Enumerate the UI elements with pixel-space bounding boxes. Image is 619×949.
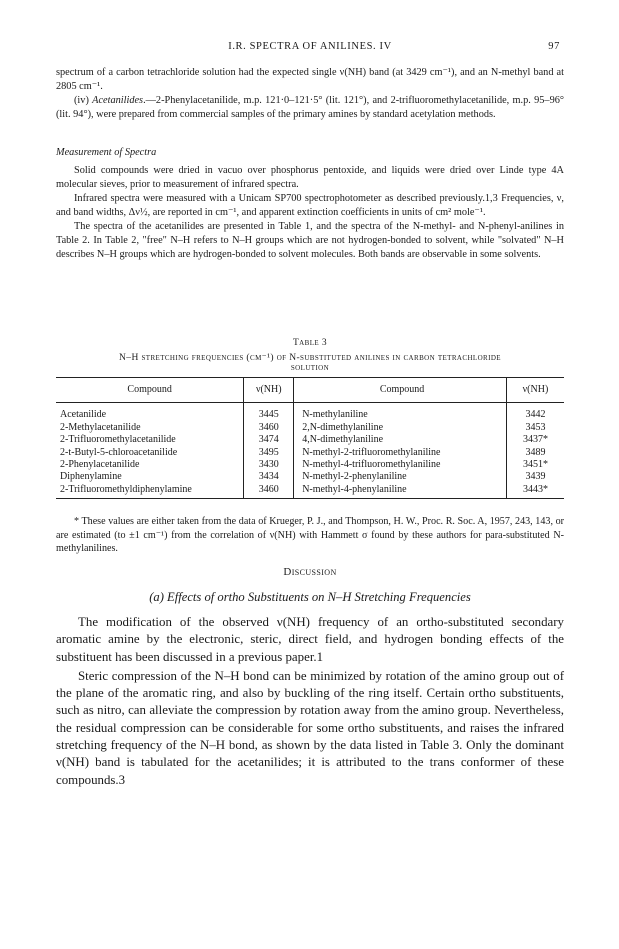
header-nh-2: ν(NH) [506, 378, 564, 403]
discussion-paragraph-1: The modification of the observed ν(NH) frequency of an ortho-substituted secondary aromatic amine by the electronic, steric, direct field, and hydrogen bonding effects of the substituent has been discussed in a previous paper.1 [56, 615, 564, 664]
discussion-body [56, 614, 564, 789]
table-label: Table 3 [292, 338, 327, 348]
table-cell: 3460 [244, 422, 294, 434]
table-cell: 3430 [244, 459, 294, 471]
measurement-paragraph-1: Solid compounds were dried in vacuo over phosphorus pentoxide, and liquids were dried over Linde type 4A molecular sieves, prior to measurement of infrared spectra. [56, 165, 564, 190]
table-cell: 4,N-dimethylaniline [302, 434, 384, 446]
intro-p2-text: .—2-Phenylacetanilide, m.p. 121·0–121·5° (lit. 121°), and 2-trifluoromethylacetanilide, m.p. 95–96° (lit. 94°), were prepared from commercial samples of the primary amines by standard acetylation methods. [56, 95, 564, 120]
table-cell: 3474 [244, 434, 294, 446]
table-cell: 2-Trifluoromethyldiphenylamine [56, 484, 244, 499]
table-cell: 3439 [506, 471, 564, 483]
data-table [56, 377, 564, 499]
measurement-heading: Measurement of Spectra [56, 147, 157, 158]
table-cell: 2-Trifluoromethylacetanilide [60, 434, 176, 446]
table-caption [56, 352, 564, 373]
intro-p2-prefix: (iv) [74, 95, 93, 106]
table-cell: N-methyl-2-trifluoromethylaniline [302, 446, 441, 458]
table-cell: N-methyl-4-trifluoromethylaniline [302, 459, 441, 471]
table-cell: Diphenylamine [60, 471, 122, 483]
intro-paragraph-2 [56, 94, 564, 122]
discussion-subheading: (a) Effects of ortho Substituents on N–H Stretching Frequencies [149, 590, 471, 604]
intro-p2-term: Acetanilides [92, 95, 144, 106]
table-footnote [56, 515, 564, 556]
discussion-heading: Discussion [283, 566, 337, 578]
table-cell: 2-Phenylacetanilide [60, 459, 140, 471]
table-cell: 2-t-Butyl-5-chloroacetanilide [60, 446, 178, 458]
table-caption-line-1: N–H stretching frequencies (cm⁻¹) of N-substituted anilines in carbon tetrachloride [119, 353, 501, 363]
table-cell: 3460 [244, 484, 294, 499]
header-compound-2: Compound [294, 378, 507, 403]
experimental-continuation [56, 66, 564, 122]
table-cell: 3443* [506, 484, 564, 499]
table-cell: 3451* [506, 459, 564, 471]
measurement-section [56, 146, 564, 262]
table-footnote-text: * These values are either taken from the data of Krueger, P. J., and Thompson, H. W., Proc. R. Soc. A, 1957, 243, 143, or are estimated (to ±1 cm⁻¹) from the correlation of ν(NH) with Hammett σ found by these authors for para-substituted N-methylanilines. [56, 516, 564, 554]
table-row [56, 447, 564, 459]
table-cell: 3495 [244, 447, 294, 459]
table-cell: 3437* [506, 434, 564, 446]
header-compound-1: Compound [56, 378, 244, 403]
table-caption-line-2: solution [290, 363, 330, 373]
page-number: 97 [548, 41, 560, 52]
table-cell: 3445 [244, 403, 294, 422]
table-cell: 3442 [506, 403, 564, 422]
table-cell: 2-Methylacetanilide [60, 421, 141, 433]
table-cell: N-methyl-2-phenylaniline [302, 471, 407, 483]
table-row [56, 403, 564, 422]
table-cell: N-methyl-4-phenylaniline [294, 484, 507, 499]
table-cell: N-methylaniline [302, 409, 368, 421]
table-row [56, 422, 564, 434]
discussion-paragraph-2: Steric compression of the N–H bond can be minimized by rotation of the amino group out of the plane of the aromatic ring, and also by buckling of the ring itself. Certain ortho substituents, such as nitro, can alleviate the compression by rotation away from the amino group. Nevertheless, the residual compression can be considerable for some ortho substituents, and raises the infrared stretching frequency of the N–H bond, as shown by the data listed in Table 3. Only the dominant ν(NH) band is tabulated for the acetanilides; it is attributed to the trans conformer of these compounds.3 [56, 668, 564, 787]
header-nh-1: ν(NH) [244, 378, 294, 403]
table-row [56, 471, 564, 483]
intro-paragraph-1: spectrum of a carbon tetrachloride solution had the expected single ν(NH) band (at 3429 cm⁻¹), and an N-methyl band at 2805 cm⁻¹. [56, 67, 564, 92]
measurement-paragraph-3: The spectra of the acetanilides are presented in Table 1, and the spectra of the N-methyl- and N-phenyl-anilines in Table 2. In Table 2, "free" N–H refers to N–H groups which are not hydrogen-bonded to solvent, while "solvated" N–H describes N–H groups which are hydrogen-bonded to solvent molecules. Both bands are observable in some solvents. [56, 221, 564, 260]
table-header-row [56, 378, 564, 403]
table-row [56, 484, 564, 499]
table-cell: Acetanilide [60, 409, 107, 421]
table-row [56, 434, 564, 446]
table-row [56, 459, 564, 471]
table-cell: 3489 [506, 447, 564, 459]
table-cell: 3434 [244, 471, 294, 483]
running-title: I.R. SPECTRA OF ANILINES. IV [228, 41, 392, 52]
measurement-paragraph-2: Infrared spectra were measured with a Unicam SP700 spectrophotometer as described previously.1,3 Frequencies, ν, and band widths, Δν½, are reported in cm⁻¹, and apparent extinction coefficients in units of cm² mole⁻¹. [56, 193, 564, 218]
table-cell: 3453 [506, 422, 564, 434]
table-cell: 2,N-dimethylaniline [302, 421, 384, 433]
